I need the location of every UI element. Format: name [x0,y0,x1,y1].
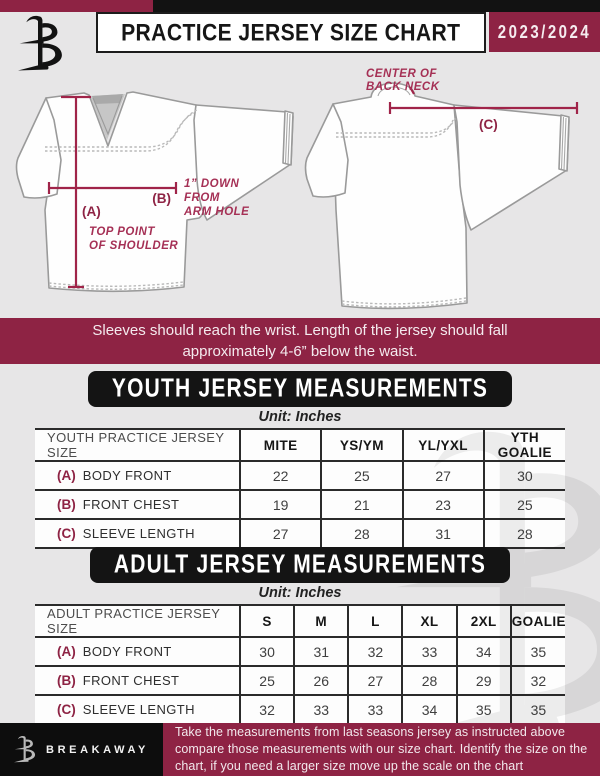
label-a: (A) [82,204,101,219]
youth-heading: YOUTH JERSEY MEASUREMENTS [111,374,489,403]
cell-value: 31 [294,637,348,666]
row-body-front: (A) BODY FRONT [35,637,240,666]
col-ysym: YS/YM [321,429,402,461]
table-row [35,461,565,490]
table-row [35,519,565,548]
cell-value: 23 [403,490,484,519]
cell-value: 33 [348,695,402,724]
note-a-line2: OF SHOULDER [89,240,179,252]
table-header-row [35,429,565,461]
table-row [35,695,565,724]
youth-unit-label: Unit: Inches [258,409,342,425]
note-a-line1: TOP POINT [89,226,155,238]
jersey-diagram [0,60,600,318]
cell-value: 29 [457,666,511,695]
cell-value: 35 [457,695,511,724]
note-b-line3: ARM HOLE [184,206,250,218]
label-b: (B) [152,191,171,206]
row-sleeve-length: (C) SLEEVE LENGTH [35,519,240,548]
fit-note-banner [0,318,600,364]
youth-size-label: YOUTH PRACTICE JERSEY SIZE [35,429,240,461]
page-title: PRACTICE JERSEY SIZE CHART [121,18,461,46]
col-2xl: 2XL [457,605,511,637]
cell-value: 30 [484,461,565,490]
cell-value: 26 [294,666,348,695]
col-yth-goalie: YTH GOALIE [484,429,565,461]
cell-value: 22 [240,461,321,490]
cell-value: 34 [457,637,511,666]
cell-value: 33 [294,695,348,724]
footer-instructions [163,723,600,776]
note-neck-line2: BACK NECK [366,81,440,93]
adult-section-header [0,547,600,583]
row-front-chest: (B) FRONT CHEST [35,490,240,519]
cell-value: 32 [240,695,294,724]
cell-value: 28 [402,666,456,695]
cell-value: 32 [348,637,402,666]
cell-value: 25 [321,461,402,490]
fit-note-line2: approximately 4-6” below the waist. [182,343,418,360]
youth-size-table [35,428,565,549]
col-l: L [348,605,402,637]
breakaway-logo-icon [14,735,38,765]
footer-brand-block [0,723,163,776]
adult-unit-label: Unit: Inches [258,585,342,601]
cell-value: 21 [321,490,402,519]
adult-size-label: ADULT PRACTICE JERSEY SIZE [35,605,240,637]
fit-note-line1: Sleeves should reach the wrist. Length of the jersey should fall [92,322,508,339]
adult-size-table [35,604,565,725]
col-mite: MITE [240,429,321,461]
cell-value: 28 [484,519,565,548]
cell-value: 31 [403,519,484,548]
back-jersey-drawing [306,83,570,308]
cell-value: 32 [511,666,565,695]
cell-value: 27 [348,666,402,695]
col-xl: XL [402,605,456,637]
note-b-line2: FROM [184,192,220,204]
cell-value: 25 [484,490,565,519]
cell-value: 35 [511,637,565,666]
col-s: S [240,605,294,637]
label-c: (C) [479,117,498,132]
row-front-chest: (B) FRONT CHEST [35,666,240,695]
cell-value: 33 [402,637,456,666]
footer-instructions-text: Take the measurements from last seasons jersey as instructed above compare those measurements with our size chart. Identify the size on the chart, if you need a larger size move up the scale on the chart [175,725,588,773]
table-row [35,490,565,519]
col-goalie: GOALIE [511,605,565,637]
table-row [35,666,565,695]
cell-value: 34 [402,695,456,724]
page-title-box [96,12,486,53]
note-b-line1: 1” DOWN [184,178,240,190]
top-strip-black [153,0,600,12]
cell-value: 25 [240,666,294,695]
note-neck-line1: CENTER OF [366,68,437,80]
col-m: M [294,605,348,637]
cell-value: 30 [240,637,294,666]
cell-value: 27 [403,461,484,490]
col-ylyxl: YL/YXL [403,429,484,461]
top-strip-maroon [0,0,153,12]
cell-value: 19 [240,490,321,519]
row-sleeve-length: (C) SLEEVE LENGTH [35,695,240,724]
table-row [35,637,565,666]
row-body-front: (A) BODY FRONT [35,461,240,490]
brand-name: BREAKAWAY [46,743,149,756]
adult-heading: ADULT JERSEY MEASUREMENTS [113,550,487,579]
season-box [489,12,600,52]
youth-section-header [0,371,600,407]
table-header-row [35,605,565,637]
season-label: 2023/2024 [497,21,592,43]
cell-value: 28 [321,519,402,548]
cell-value: 27 [240,519,321,548]
cell-value: 35 [511,695,565,724]
